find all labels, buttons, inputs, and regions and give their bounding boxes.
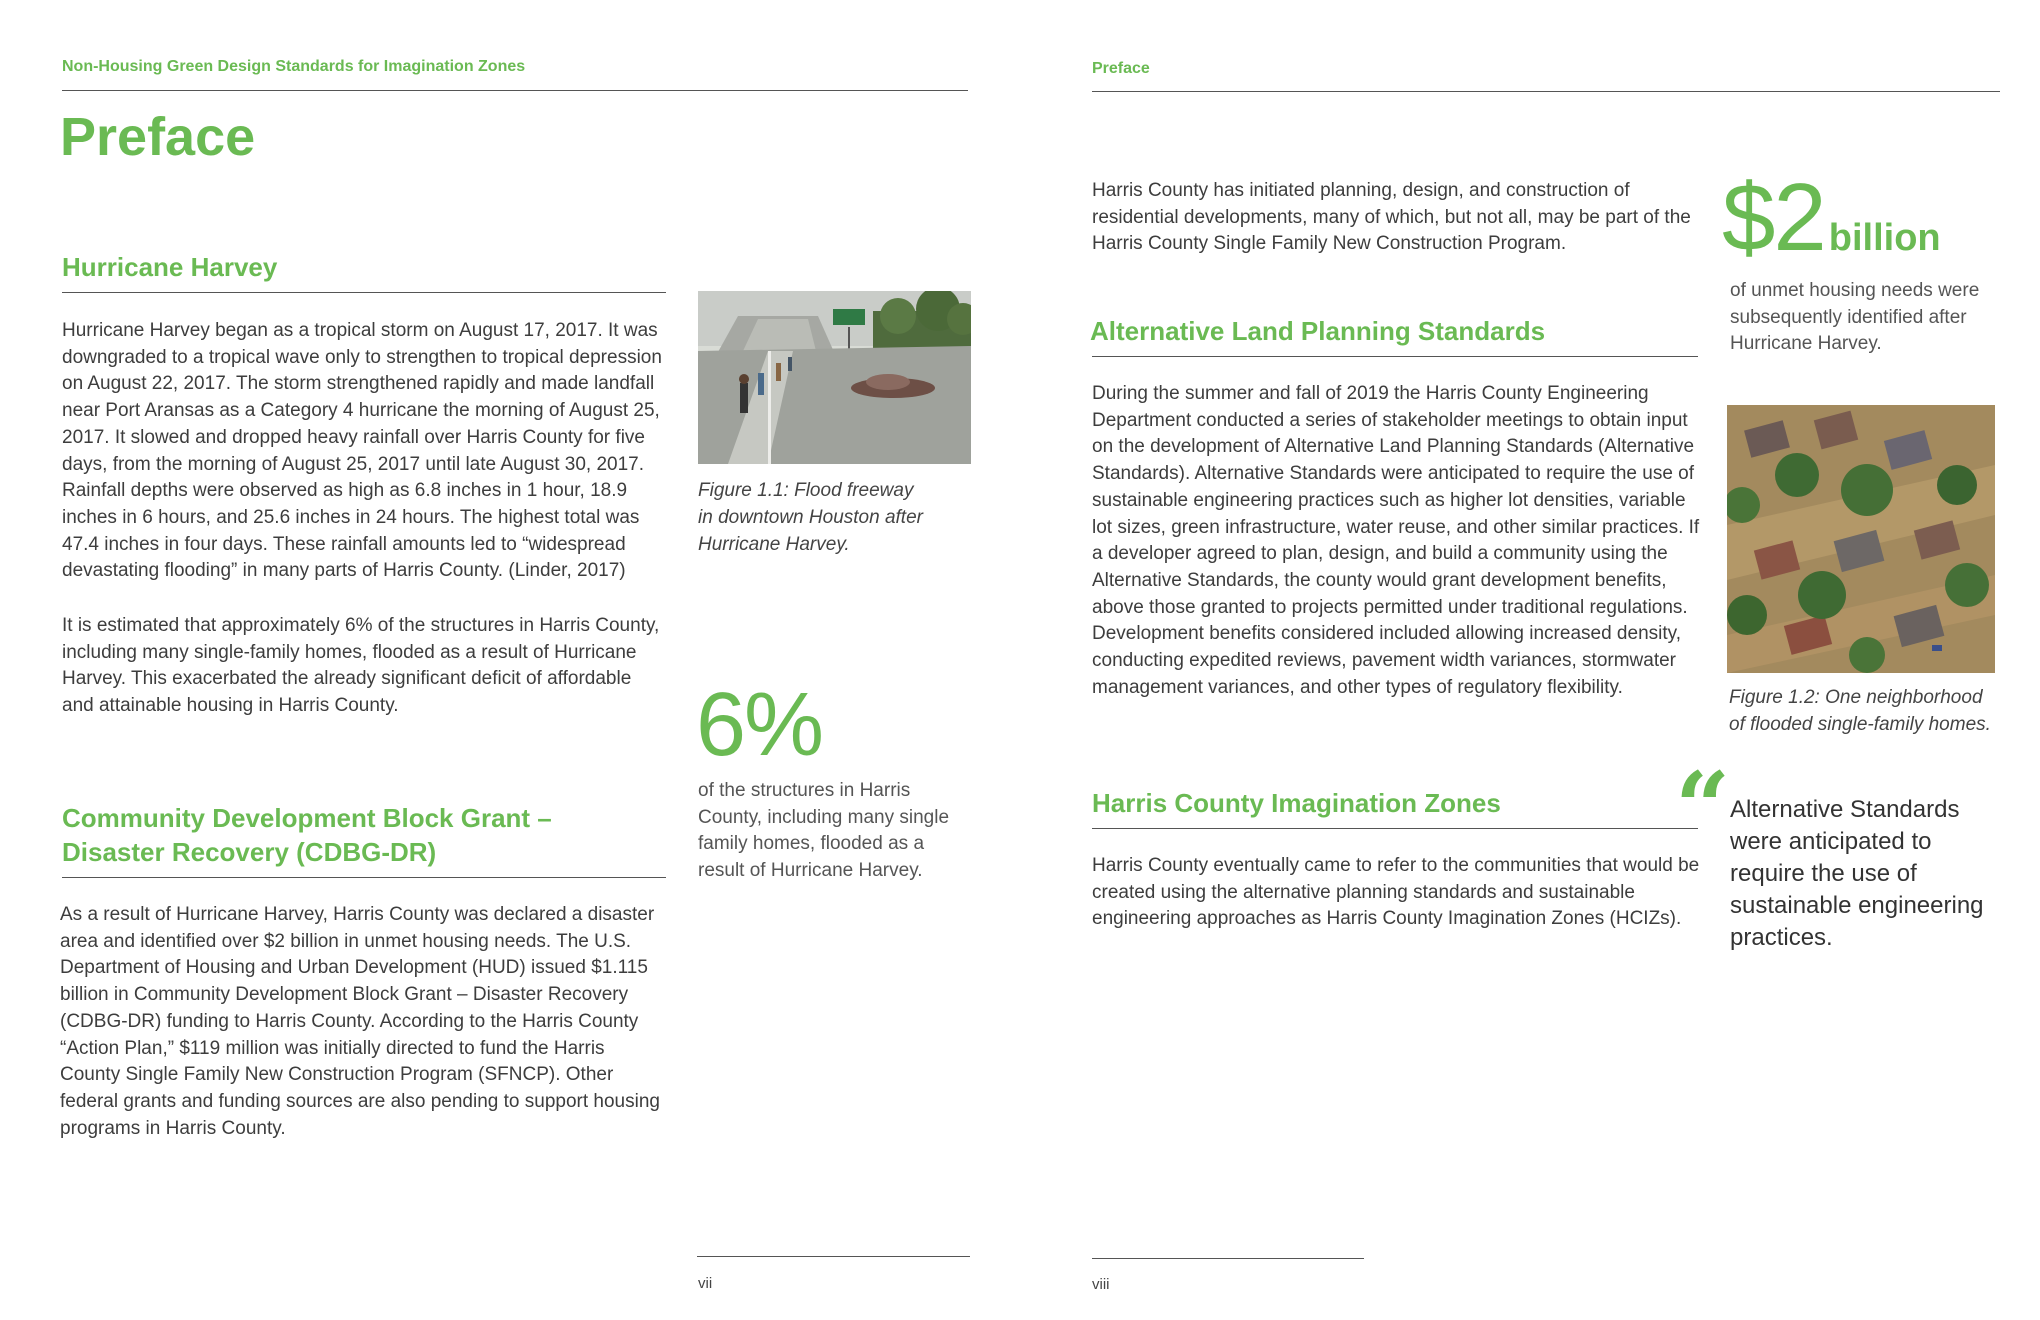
heading-rule — [62, 877, 666, 878]
stat-two-billion-value: $2 — [1722, 164, 1825, 271]
page-number-left: vii — [698, 1275, 713, 1292]
footer-rule-left — [697, 1256, 970, 1257]
cdbg-paragraph: As a result of Hurricane Harvey, Harris County was declared a disaster area and identified over $2 billion in unmet housing needs. The U.S. Department of Housing and Urban Development (HUD) issued $1.115 billion in Community Development Block Grant – Disaster Recovery (CDBG-DR) funding to Harris County. According to the Harris County “Action Plan,” $119 million was initially directed to fund the Harris County Single Family New Construction Program (SFNCP). Other federal grants and funding sources are also pending to support housing programs in Harris County. — [60, 904, 660, 1139]
heading-rule — [1092, 356, 1698, 357]
harvey-paragraph-2: It is estimated that approximately 6% of the structures in Harris County, including many single-family homes, flooded as a result of Hurricane Harvey. This exacerbated the already significant deficit of affordable and attainable housing in Harris County. — [62, 615, 660, 717]
stat-two-billion — [1722, 164, 1941, 271]
running-head-left: Non-Housing Green Design Standards for Imagination Zones — [62, 58, 526, 75]
figure-1-2-caption: Figure 1.2: One neighborhood of flooded single-family homes. — [1729, 687, 1991, 735]
imagination-paragraph: Harris County eventually came to refer to the communities that would be created using the alternative planning standards and sustainable engineering approaches as Harris County Imagination Zones (HCIZs). — [1092, 855, 1700, 930]
page-title: Preface — [60, 107, 256, 167]
footer-rule-right — [1092, 1258, 1364, 1259]
heading-hurricane-harvey: Hurricane Harvey — [62, 252, 278, 282]
alt-land-paragraph: During the summer and fall of 2019 the Harris County Engineering Department conducted a series of stakeholder meetings to obtain input on the development of Alternative Land Planning Standards (Alternative Standards). Alternative Standards were anticipated to require the use of sustainable engineering practices such as higher lot densities, variable lot sizes, green infrastructure, water reuse, and other similar practices. If a developer agreed to plan, design, and build a community using the Alternative Standards, the county would grant development benefits, above those granted to projects permitted under traditional regulations. Development benefits considered included allowing increased density, conducting expedited reviews, pavement width variances, stormwater management variances, and other types of regulatory flexibility. — [1092, 383, 1700, 698]
stat-two-billion-text: of unmet housing needs were subsequently identified after Hurricane Harvey. — [1730, 280, 1980, 354]
stat-two-billion-unit: billion — [1828, 217, 1941, 259]
figure-flooded-neighborhood-photo — [1727, 405, 1995, 673]
stat-six-percent-text: of the structures in Harris County, including many single family homes, flooded as a result of Hurricane Harvey. — [698, 780, 950, 881]
stat-six-percent: 6% — [696, 675, 823, 775]
intro-paragraph: Harris County has initiated planning, design, and construction of residential developments, many of which, but not all, may be part of the Harris County Single Family New Construction Program. — [1092, 180, 1691, 255]
pull-quote: Alternative Standards were anticipated to require the use of sustainable engineering practices. — [1730, 796, 1984, 951]
heading-cdbg-dr: Community Development Block Grant – Disaster Recovery (CDBG-DR) — [62, 803, 552, 867]
header-rule-right — [1092, 91, 2000, 92]
figure-1-1-caption: Figure 1.1: Flood freeway in downtown Houston after Hurricane Harvey. — [698, 480, 923, 555]
heading-alternative-land-planning: Alternative Land Planning Standards — [1090, 316, 1546, 346]
heading-rule — [1092, 828, 1698, 829]
header-rule-left — [62, 90, 968, 91]
figure-flood-freeway-photo — [698, 291, 971, 464]
harvey-paragraph-1: Hurricane Harvey began as a tropical storm on August 17, 2017. It was downgraded to a tropical wave only to strengthen to tropical depression on August 22, 2017. The storm strengthened rapidly and made landfall near Port Aransas as a Category 4 hurricane the morning of August 25, 2017. It slowed and dropped heavy rainfall over Harris County for five days, from the morning of August 25, 2017 until late August 30, 2017. Rainfall depths were observed as high as 6.8 inches in 1 hour, 18.9 inches in 6 hours, and 25.6 inches in 24 hours. The highest total was 47.4 inches in four days. These rainfall amounts led to “widespread devastating flooding” in many parts of Harris County. (Linder, 2017) — [62, 320, 662, 582]
running-head-right: Preface — [1092, 60, 1150, 77]
quote-mark-icon: “ — [1675, 751, 1731, 864]
heading-imagination-zones: Harris County Imagination Zones — [1092, 788, 1501, 818]
heading-rule — [62, 292, 666, 293]
page-number-right: viii — [1092, 1276, 1110, 1293]
